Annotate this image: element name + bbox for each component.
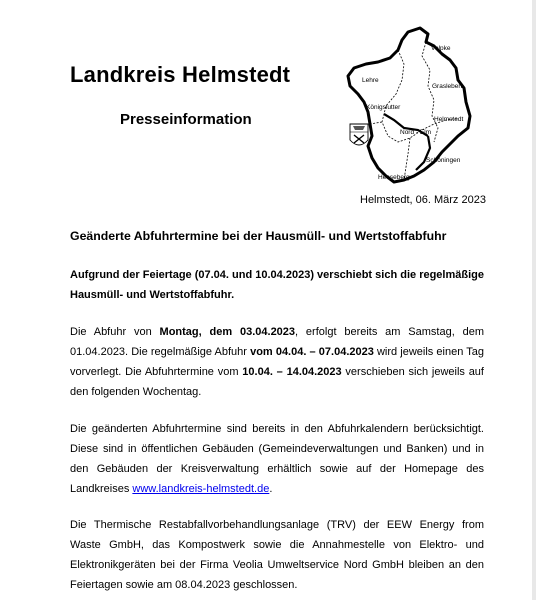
closure-paragraph: Die Thermische Restabfallvorbehandlungsanlage (TRV) der EEW Energy from Waste GmbH, das Kompostwerk sowie die Annahmestelle von Elektro- und Elektronikgeräten bei der Firma Veolia Umweltservice Nord GmbH bleiben an den Feiertagen sowie am 08.04.2023 geschlossen. (70, 519, 484, 591)
text-run: Die Abfuhr von (70, 326, 160, 338)
schedule-paragraph (70, 322, 484, 402)
text-run: . (269, 483, 273, 495)
intro-paragraph: Aufgrund der Feiertage (07.04. und 10.04.2023) verschiebt sich die regelmäßige Hausmüll- und Wertstoffabfuhr. (70, 269, 484, 301)
website-link[interactable]: www.landkreis-helmstedt.de (132, 483, 270, 495)
place-label: Helmstedt (434, 116, 464, 123)
text-run: , erfolgt bereits am Samstag, dem 01.04.2023. Die regelmäßige Abfuhr (70, 326, 484, 358)
text-run: Die geänderten Abfuhrtermine sind bereits in den Abfuhrkalendern berücksichtigt. Diese sind in öffentlichen Gebäuden (Gemeindeverwaltungen und Banken) und in den Gebäuden der Kreisverwaltung erhältlich sowie auf der Homepage des Landkreises (70, 423, 484, 495)
place-label: Heeseberg (378, 174, 410, 181)
date-highlight: 10.04. – 14.04.2023 (242, 366, 342, 378)
calendar-paragraph (70, 419, 484, 499)
place-label: Grasleben (432, 83, 462, 90)
text-run: wird jeweils einen Tag vorverlegt. Die Abfuhrtermine vom (70, 346, 484, 378)
place-label: Nord - Elm (400, 129, 432, 136)
text-run: verschieben sich jeweils auf den folgenden Wochentag. (70, 366, 484, 398)
place-label: Schöningen (426, 157, 461, 164)
page-subtitle: Presseinformation (120, 111, 252, 128)
date-highlight: vom 04.04. – 07.04.2023 (250, 346, 374, 358)
scrollbar-track[interactable] (532, 0, 536, 600)
date-highlight: Montag, dem 03.04.2023 (159, 326, 296, 338)
coat-of-arms-icon (350, 124, 368, 145)
press-headline: Geänderte Abfuhrtermine bei der Hausmüll- und Wertstoffabfuhr (70, 229, 447, 243)
place-label: Velpke (431, 45, 451, 52)
page-title: Landkreis Helmstedt (70, 62, 291, 87)
place-label: Lehre (362, 77, 379, 84)
district-map (338, 24, 488, 192)
press-date: Helmstedt, 06. März 2023 (360, 194, 486, 206)
place-label: Königslutter (366, 104, 401, 111)
